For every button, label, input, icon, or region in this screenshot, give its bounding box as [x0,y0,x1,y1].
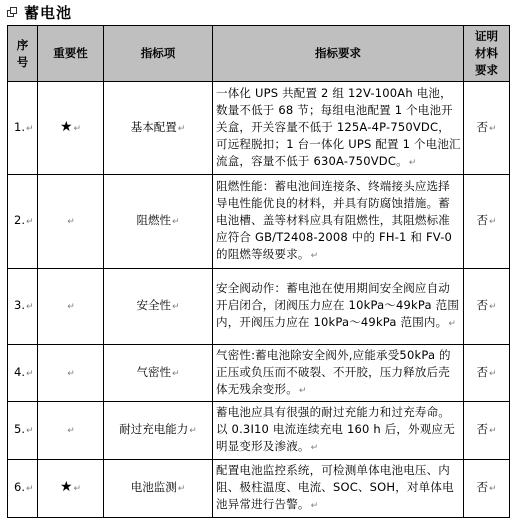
row-number: 3.↵ [8,269,38,345]
requirement-text: 阻燃性能：蓄电池间连接条、终端接头应选择导电性能优良的材料，并具有防腐蚀措施。蓄电池槽、盖等材料应具有阻燃性，其阻燃标准应符合 GB/T2408-2008 中的 FH-1 和 FV-0 的阻燃等级要求。↵ [213,175,464,269]
row-number: 5.↵ [8,402,38,460]
header-item: 指标项 [104,26,213,82]
requirement-text: 安全阀动作：蓄电池在使用期间安全阀应自动开启闭合，闭阀压力应在 10kPa～49kPa 范围内，开阀压力应在 10kPa～49kPa 范围内。↵ [213,269,464,345]
table-row [8,460,510,518]
row-number: 6.↵ [8,460,38,518]
proof-cell: 否↵ [464,175,510,269]
importance-cell: ★↵ [38,460,104,518]
importance-cell: ↵ [38,175,104,269]
item-name: 电池监测↵ [104,460,213,518]
row-number: 2.↵ [8,175,38,269]
importance-cell: ↵ [38,402,104,460]
table-row [8,175,510,269]
proof-cell: 否↵ [464,82,510,175]
item-name: 气密性↵ [104,345,213,402]
table-header-row [8,26,510,82]
proof-cell: 否↵ [464,345,510,402]
table-row [8,345,510,402]
row-number: 4.↵ [8,345,38,402]
table-row [8,269,510,345]
section-heading [6,2,72,22]
proof-cell: 否↵ [464,402,510,460]
requirement-text: 配置电池监控系统，可检测单体电池电压、内阻、极柱温度、电流、SOC、SOH，对单体电池异常进行告警。↵ [213,460,464,518]
star-icon: ★ [59,118,73,135]
importance-cell: ↵ [38,269,104,345]
requirements-table [7,25,510,518]
importance-cell: ↵ [38,345,104,402]
section-title: 蓄电池 [24,3,73,22]
item-name: 基本配置↵ [104,82,213,175]
proof-cell: 否↵ [464,460,510,518]
table-row [8,402,510,460]
header-importance: 重要性 [38,26,104,82]
header-seq: 序号 [8,26,38,82]
requirement-text: 气密性:蓄电池除安全阀外,应能承受50kPa 的正压或负压而不破裂、不开胶，压力释放后壳体无残余变形。↵ [213,345,464,402]
table-row [8,82,510,175]
item-name: 耐过充电能力↵ [104,402,213,460]
requirement-text: 蓄电池应具有很强的耐过充能力和过充寿命。以 0.3I10 电流连续充电 160 h 后，外观应无明显变形及渗液。↵ [213,402,464,460]
importance-cell: ★↵ [38,82,104,175]
requirement-text: 一体化 UPS 共配置 2 组 12V-100Ah 电池，数量不低于 68 节；每组电池配置 1 个电池开关盒，开关容量不低于 125A-4P-750VDC，可远程脱扣；1 台一体化 UPS 配置 1 个电池汇流盒，容量不低于 630A-750VDC。↵ [213,82,464,175]
item-name: 安全性↵ [104,269,213,345]
header-proof: 证明材料要求 [464,26,510,82]
star-icon: ★ [59,479,73,495]
proof-cell: 否↵ [464,269,510,345]
item-name: 阻燃性↵ [104,175,213,269]
move-handle-icon[interactable] [6,7,16,17]
header-requirement: 指标要求 [213,26,464,82]
row-number: 1.↵ [8,82,38,175]
